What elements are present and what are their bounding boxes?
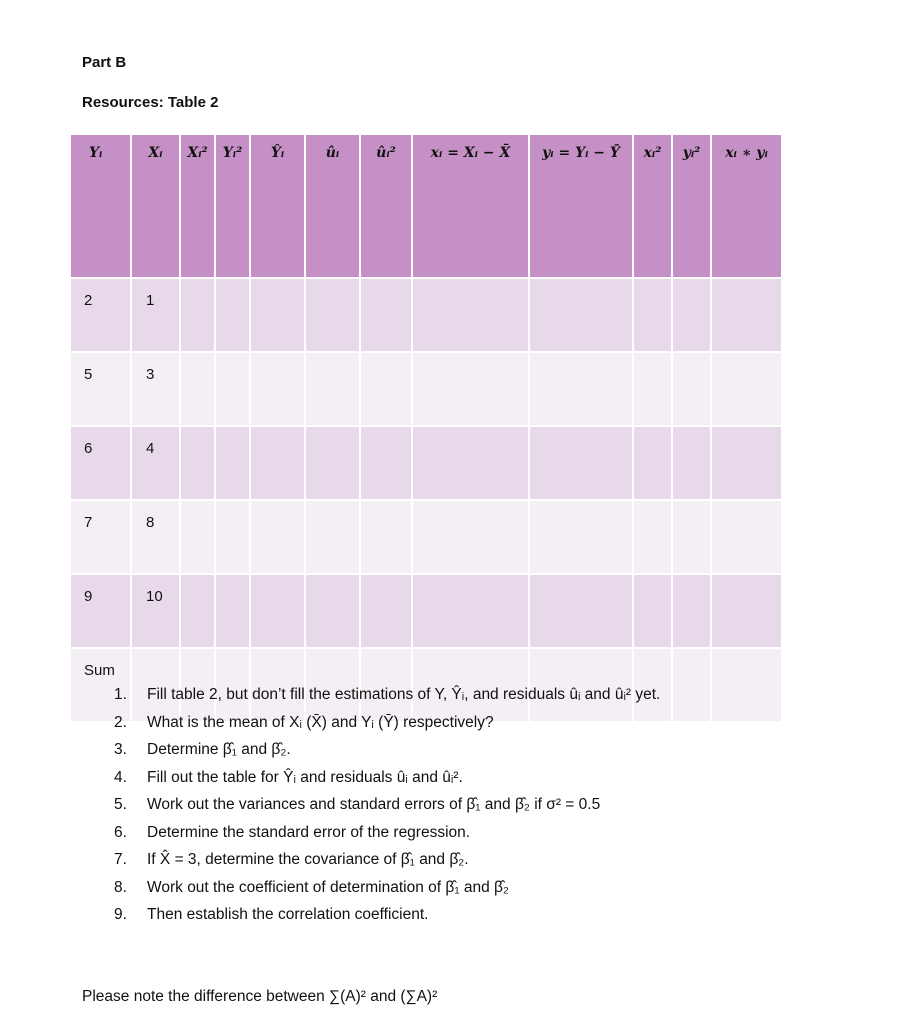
header-X-squared: Xᵢ² — [180, 134, 215, 278]
table-cell — [672, 426, 711, 500]
table-cell — [412, 426, 529, 500]
table-cell — [672, 500, 711, 574]
table-cell — [180, 278, 215, 352]
table-cell — [360, 426, 412, 500]
table-cell — [360, 352, 412, 426]
table-cell: 4 — [131, 426, 180, 500]
question-text: Fill out the table for Ŷᵢ and residuals ûᵢ and ûᵢ². — [147, 768, 463, 786]
table-cell — [250, 426, 305, 500]
table-cell: 10 — [131, 574, 180, 648]
header-u-hat: ûᵢ — [305, 134, 360, 278]
table-cell — [215, 500, 250, 574]
table-cell — [633, 278, 672, 352]
table-cell — [529, 278, 633, 352]
table-cell: 5 — [70, 352, 131, 426]
table-cell — [711, 278, 782, 352]
table-cell — [180, 574, 215, 648]
question-item — [114, 822, 814, 850]
table-cell — [180, 352, 215, 426]
table-cell — [360, 500, 412, 574]
table-cell: 7 — [70, 500, 131, 574]
table-cell — [250, 574, 305, 648]
table-cell: 3 — [131, 352, 180, 426]
table-cell: 8 — [131, 500, 180, 574]
question-text: Work out the coefficient of determination of β̂₁ and β̂₂ — [147, 878, 509, 896]
table-cell — [305, 500, 360, 574]
table-cell — [215, 352, 250, 426]
question-item — [114, 684, 814, 712]
table-header-row — [70, 134, 782, 278]
table-cell — [250, 352, 305, 426]
table-cell — [711, 500, 782, 574]
question-number: 6. — [114, 823, 127, 841]
question-text: Determine β̂₁ and β̂₂. — [147, 741, 291, 758]
table-cell — [412, 574, 529, 648]
table-cell — [412, 500, 529, 574]
question-number: 4. — [114, 768, 127, 786]
part-title: Part B — [82, 54, 127, 71]
table-cell — [672, 278, 711, 352]
table-cell: 1 — [131, 278, 180, 352]
question-text: Work out the variances and standard errors of β̂₁ and β̂₂ if σ² = 0.5 — [147, 796, 601, 813]
table-cell — [529, 500, 633, 574]
question-number: 3. — [114, 741, 127, 758]
header-x-dev-squared: xᵢ² — [633, 134, 672, 278]
resources-label: Resources: Table 2 — [82, 94, 219, 111]
header-u-hat-squared: ûᵢ² — [360, 134, 412, 278]
header-xy-product: xᵢ ∗ yᵢ — [711, 134, 782, 278]
question-number: 7. — [114, 851, 127, 868]
header-y-deviation: yᵢ = Yᵢ − Ȳ — [529, 134, 633, 278]
table-cell — [633, 500, 672, 574]
header-Y-hat: Ŷᵢ — [250, 134, 305, 278]
table-row — [70, 574, 782, 648]
question-list — [114, 684, 814, 932]
table-cell — [672, 352, 711, 426]
question-number: 1. — [114, 686, 127, 703]
table-cell — [215, 278, 250, 352]
table-cell — [529, 574, 633, 648]
table-row — [70, 500, 782, 574]
table-2 — [69, 133, 783, 723]
table-row — [70, 278, 782, 352]
table-cell: 9 — [70, 574, 131, 648]
table-cell — [633, 426, 672, 500]
table-cell — [711, 352, 782, 426]
question-item — [114, 904, 814, 932]
table-row — [70, 352, 782, 426]
table-cell — [360, 574, 412, 648]
table-cell — [633, 574, 672, 648]
table-cell — [529, 352, 633, 426]
table-cell — [180, 426, 215, 500]
table-cell — [305, 574, 360, 648]
table-cell — [529, 426, 633, 500]
question-item — [114, 877, 814, 905]
table-cell — [215, 426, 250, 500]
table-cell — [711, 574, 782, 648]
question-item — [114, 794, 814, 822]
question-text: Fill table 2, but don’t fill the estimations of Y, Ŷᵢ, and residuals ûᵢ and ûᵢ² yet. — [147, 686, 661, 703]
question-item — [114, 849, 814, 877]
header-y-dev-squared: yᵢ² — [672, 134, 711, 278]
question-number: 8. — [114, 878, 127, 896]
header-X: Xᵢ — [131, 134, 180, 278]
table-row — [70, 426, 782, 500]
table-cell — [180, 500, 215, 574]
table-cell — [305, 352, 360, 426]
question-text: If X̂ = 3, determine the covariance of β̂₁ and β̂₂. — [147, 851, 469, 868]
table-cell — [412, 352, 529, 426]
question-text: Determine the standard error of the regression. — [147, 823, 471, 841]
header-x-deviation: xᵢ = Xᵢ − X̄ — [412, 134, 529, 278]
table-cell — [711, 426, 782, 500]
table-cell — [672, 574, 711, 648]
table-cell — [412, 278, 529, 352]
question-item — [114, 739, 814, 767]
table-cell — [250, 278, 305, 352]
table-cell — [305, 426, 360, 500]
table-cell: Sum — [70, 648, 131, 722]
table-cell — [305, 278, 360, 352]
table-cell — [360, 278, 412, 352]
header-Y: Yᵢ — [70, 134, 131, 278]
question-number: 9. — [114, 906, 127, 923]
question-item — [114, 767, 814, 795]
header-Y-squared: Yᵢ² — [215, 134, 250, 278]
table-cell — [250, 500, 305, 574]
table-cell: 6 — [70, 426, 131, 500]
question-number: 5. — [114, 796, 127, 813]
question-number: 2. — [114, 713, 127, 731]
question-text: What is the mean of Xᵢ (X̄) and Yᵢ (Ȳ) respectively? — [147, 713, 494, 731]
note: Please note the difference between ∑(A)² and (∑A)² — [82, 988, 438, 1005]
question-text: Then establish the correlation coefficient. — [147, 906, 429, 923]
table-cell — [215, 574, 250, 648]
table-cell: 2 — [70, 278, 131, 352]
table-cell — [633, 352, 672, 426]
question-item — [114, 712, 814, 740]
